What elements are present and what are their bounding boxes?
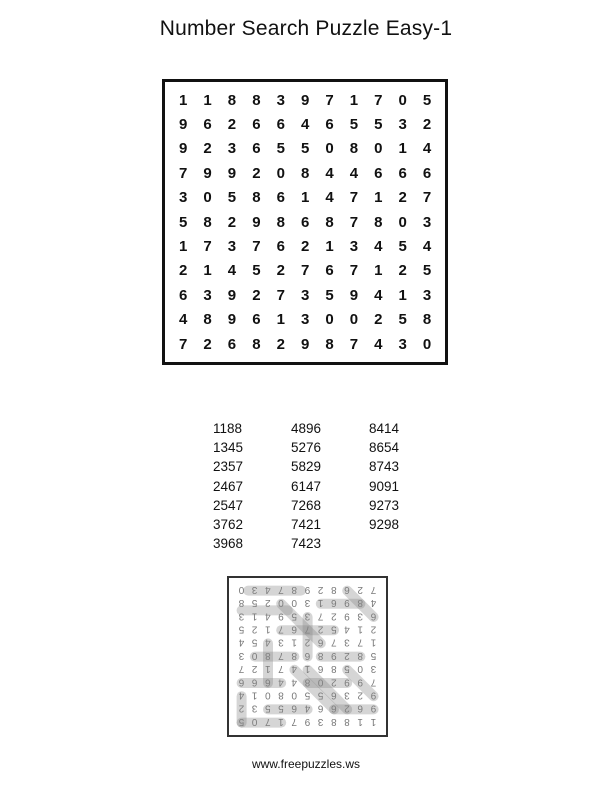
grid-cell: 0: [203, 189, 212, 207]
word-list-item: 3968: [213, 536, 244, 552]
word-list-item: 6147: [291, 478, 322, 494]
grid-cell: 8: [349, 140, 359, 158]
solution-digit: 5: [238, 715, 245, 727]
solution-digit: 2: [344, 649, 350, 661]
solution-grid-image: [229, 578, 386, 735]
grid-cell: 2: [227, 116, 237, 134]
grid-cell: 8: [203, 311, 212, 329]
solution-digit: 5: [304, 689, 311, 701]
solution-digit: 3: [317, 715, 324, 727]
grid-cell: 8: [252, 335, 261, 353]
solution-digit: 8: [291, 583, 297, 595]
solution-digit: 3: [278, 636, 284, 648]
solution-digit: 8: [331, 663, 337, 675]
grid-cell: 7: [203, 238, 212, 256]
grid-cell: 7: [300, 262, 310, 280]
solution-digit: 4: [278, 676, 284, 688]
solution-digit: 4: [265, 583, 271, 595]
solution-digit: 8: [238, 597, 245, 609]
grid-cell: 6: [179, 286, 188, 304]
grid-cell: 9: [227, 286, 237, 304]
solution-digit: 9: [344, 610, 350, 622]
solution-digit: 0: [265, 689, 271, 701]
solution-digit: 6: [344, 583, 350, 595]
grid-cell: 7: [179, 335, 188, 353]
grid-cell: 1: [349, 91, 359, 109]
word-list: [213, 419, 447, 553]
solution-digit: 7: [370, 676, 377, 688]
solution-digit: 6: [317, 702, 324, 714]
word-list-item: 9298: [369, 517, 400, 533]
grid-cell: 8: [203, 213, 212, 231]
solution-digit: 6: [317, 663, 324, 675]
word-list-item: 5276: [291, 440, 322, 456]
grid-cell: 5: [398, 311, 407, 329]
grid-cell: 5: [374, 116, 383, 134]
solution-digit: 1: [304, 663, 311, 675]
grid-cell: 8: [325, 335, 334, 353]
solution-digit: 4: [370, 597, 377, 609]
solution-digit: 1: [370, 715, 377, 727]
grid-cell: 4: [422, 238, 432, 256]
word-list-item: 2357: [213, 459, 244, 475]
solution-digit: 0: [251, 649, 258, 661]
solution-digit: 6: [238, 676, 245, 688]
grid-cell: 3: [422, 286, 432, 304]
grid-cell: 5: [276, 140, 285, 158]
solution-digit: 3: [251, 583, 258, 595]
grid-cell: 7: [349, 335, 359, 353]
grid-cell: 5: [325, 286, 334, 304]
grid-cell: 2: [227, 213, 237, 231]
solution-digit: 6: [317, 636, 324, 648]
grid-cell: 8: [325, 213, 334, 231]
word-list-item: 9273: [369, 497, 400, 513]
solution-digit: 1: [317, 597, 324, 609]
grid-cell: 5: [300, 140, 310, 158]
grid-cell: 5: [422, 91, 432, 109]
grid-cell: 6: [252, 140, 261, 158]
grid-cell: 0: [422, 335, 432, 353]
grid-cell: 4: [374, 286, 383, 304]
solution-digit: 8: [331, 583, 337, 595]
word-list-item: 8654: [369, 440, 400, 456]
solution-digit: 2: [370, 623, 377, 635]
solution-digit: 6: [357, 702, 363, 714]
solution-digit: 4: [238, 636, 245, 648]
grid-cell: 9: [252, 213, 261, 231]
solution-digit: 0: [357, 663, 363, 675]
grid-cell: 9: [179, 140, 188, 158]
solution-digit: 8: [357, 597, 363, 609]
solution-digit: 8: [304, 676, 311, 688]
solution-digit: 3: [357, 610, 363, 622]
solution-digit: 5: [370, 649, 377, 661]
grid-cell: 4: [349, 164, 359, 182]
solution-digit: 1: [291, 636, 297, 648]
grid-cell: 4: [300, 116, 310, 134]
grid-cell: 1: [398, 140, 407, 158]
grid-cell: 4: [325, 164, 334, 182]
grid-cell: 9: [300, 91, 310, 109]
solution-digit: 6: [331, 702, 337, 714]
solution-digit: 8: [291, 649, 297, 661]
grid-cell: 2: [203, 335, 212, 353]
solution-digit: 1: [265, 663, 271, 675]
grid-cell: 1: [374, 262, 383, 280]
grid-cell: 1: [325, 238, 334, 256]
grid-cell: 9: [300, 335, 310, 353]
solution-digit: 2: [331, 676, 337, 688]
solution-digit: 0: [291, 689, 297, 701]
solution-digit: 8: [331, 715, 337, 727]
grid-cell: 0: [325, 311, 334, 329]
grid-cell: 4: [374, 335, 383, 353]
solution-digit: 2: [331, 610, 337, 622]
solution-digit: 2: [251, 623, 258, 635]
grid-cell: 6: [422, 164, 432, 182]
grid-cell: 2: [300, 238, 310, 256]
grid-cell: 0: [349, 311, 359, 329]
solution-digit: 9: [331, 649, 337, 661]
grid-cell: 6: [276, 116, 285, 134]
solution-digit: 8: [278, 689, 284, 701]
grid-cell: 1: [374, 189, 383, 207]
solution-digit: 5: [251, 636, 258, 648]
grid-cell: 8: [227, 91, 237, 109]
grid-cell: 5: [422, 262, 432, 280]
grid-cell: 2: [398, 262, 407, 280]
solution-highlight-loop: [281, 604, 324, 644]
puzzle-grid: [162, 79, 448, 365]
solution-digit: 8: [357, 649, 363, 661]
grid-cell: 3: [300, 286, 310, 304]
solution-digit: 7: [278, 623, 284, 635]
grid-cell: 7: [349, 189, 359, 207]
solution-digit: 3: [238, 610, 245, 622]
grid-cell: 8: [374, 213, 383, 231]
solution-digit: 2: [251, 663, 258, 675]
solution-digit: 3: [344, 689, 350, 701]
grid-cell: 7: [422, 189, 432, 207]
grid-cell: 6: [276, 189, 285, 207]
solution-digit: 8: [265, 649, 271, 661]
solution-digit: 7: [278, 663, 284, 675]
grid-cell: 0: [398, 213, 407, 231]
grid-cell: 7: [349, 213, 359, 231]
grid-cell: 3: [349, 238, 359, 256]
solution-digit: 3: [251, 702, 258, 714]
solution-digit: 3: [238, 649, 245, 661]
grid-cell: 7: [374, 91, 383, 109]
grid-cell: 6: [203, 116, 212, 134]
solution-digit: 4: [291, 663, 297, 675]
grid-cell: 3: [227, 140, 237, 158]
solution-digit: 6: [304, 649, 311, 661]
solution-digit: 3: [370, 663, 377, 675]
grid-cell: 4: [374, 238, 383, 256]
grid-cell: 2: [203, 140, 212, 158]
grid-cell: 4: [325, 189, 334, 207]
solution-digit: 6: [291, 702, 297, 714]
solution-digit: 9: [357, 676, 363, 688]
solution-digit: 8: [344, 715, 350, 727]
solution-digit: 4: [265, 636, 271, 648]
solution-digit: 1: [357, 623, 363, 635]
grid-cell: 3: [398, 335, 407, 353]
grid-cell: 2: [252, 286, 261, 304]
grid-cell: 6: [325, 116, 334, 134]
solution-digit: 5: [251, 597, 258, 609]
grid-cell: 2: [398, 189, 407, 207]
solution-digit: 3: [344, 636, 350, 648]
solution-digit: 1: [278, 715, 284, 727]
word-list-item: 9091: [369, 478, 400, 494]
grid-cell: 7: [276, 286, 285, 304]
grid-cell: 3: [179, 189, 188, 207]
grid-cell: 9: [227, 311, 237, 329]
grid-cell: 5: [398, 238, 407, 256]
solution-digit: 0: [238, 583, 245, 595]
grid-cell: 1: [203, 91, 212, 109]
word-list-column: [291, 419, 369, 553]
grid-cell: 2: [252, 164, 261, 182]
solution-digit: 2: [317, 583, 324, 595]
solution-digit: 7: [238, 663, 245, 675]
solution-digit: 0: [251, 715, 258, 727]
solution-digit: 8: [317, 649, 324, 661]
word-list-column: [369, 419, 447, 553]
grid-cell: 2: [276, 335, 285, 353]
solution-digit: 2: [265, 597, 271, 609]
word-list-column: [213, 419, 291, 553]
grid-cell: 5: [349, 116, 359, 134]
solution-digit: 2: [344, 702, 350, 714]
puzzle-grid-cells: [171, 88, 439, 356]
solution-digit: 2: [357, 689, 363, 701]
solution-digit: 7: [370, 583, 377, 595]
solution-digit: 6: [331, 597, 337, 609]
solution-digit: 5: [331, 623, 337, 635]
word-list-item: 8414: [369, 421, 400, 436]
solution-digit: 0: [317, 676, 324, 688]
word-list-item: 3762: [213, 517, 244, 533]
solution-digit: 5: [265, 702, 271, 714]
solution-digit: 4: [238, 689, 245, 701]
solution-digit: 9: [304, 715, 311, 727]
solution-digit: 6: [291, 623, 297, 635]
word-list-item: 1345: [213, 440, 244, 456]
grid-cell: 0: [276, 164, 285, 182]
grid-cell: 7: [349, 262, 359, 280]
solution-digit: 4: [344, 623, 350, 635]
solution-digit: 5: [317, 689, 324, 701]
grid-cell: 6: [252, 311, 261, 329]
grid-cell: 2: [374, 311, 383, 329]
grid-cell: 9: [349, 286, 359, 304]
solution-digit: 1: [370, 636, 377, 648]
solution-digit: 7: [278, 649, 284, 661]
solution-digit: 7: [357, 636, 363, 648]
word-list-item: 8743: [369, 459, 400, 475]
solution-thumbnail: [227, 576, 388, 737]
solution-digit: 1: [357, 715, 363, 727]
grid-cell: 4: [227, 262, 237, 280]
grid-cell: 2: [276, 262, 285, 280]
solution-digit: 2: [357, 583, 363, 595]
solution-digit: 0: [291, 597, 297, 609]
solution-digit: 6: [265, 676, 271, 688]
solution-digit: 6: [370, 610, 377, 622]
grid-cell: 6: [276, 238, 285, 256]
grid-cell: 3: [422, 213, 432, 231]
solution-digit: 9: [370, 689, 377, 701]
solution-digit: 7: [304, 623, 311, 635]
grid-cell: 6: [300, 213, 310, 231]
grid-cell: 3: [276, 91, 285, 109]
grid-cell: 1: [179, 238, 188, 256]
grid-cell: 3: [203, 286, 212, 304]
grid-cell: 3: [227, 238, 237, 256]
solution-digit: 3: [304, 610, 311, 622]
solution-digit: 5: [344, 663, 350, 675]
grid-cell: 7: [252, 238, 261, 256]
grid-cell: 1: [203, 262, 212, 280]
grid-cell: 8: [276, 213, 285, 231]
solution-digit: 3: [304, 597, 311, 609]
word-list-item: 7268: [291, 497, 322, 513]
grid-cell: 6: [227, 335, 237, 353]
grid-cell: 1: [300, 189, 310, 207]
grid-cell: 9: [203, 164, 212, 182]
grid-cell: 0: [398, 91, 407, 109]
word-list-item: 5829: [291, 459, 322, 475]
solution-digit: 9: [304, 583, 311, 595]
grid-cell: 6: [252, 116, 261, 134]
solution-digit: 7: [291, 715, 297, 727]
solution-digit: 2: [304, 636, 311, 648]
solution-digit: 6: [251, 676, 258, 688]
grid-cell: 4: [179, 311, 188, 329]
grid-cell: 3: [300, 311, 310, 329]
grid-cell: 1: [276, 311, 285, 329]
solution-digit: 7: [317, 610, 324, 622]
grid-cell: 6: [374, 164, 383, 182]
grid-cell: 9: [227, 164, 237, 182]
solution-digit: 9: [370, 702, 377, 714]
solution-digit: 5: [238, 623, 245, 635]
grid-cell: 4: [422, 140, 432, 158]
solution-digit: 9: [344, 676, 350, 688]
solution-digit: 2: [317, 623, 324, 635]
word-list-item: 2547: [213, 497, 244, 513]
solution-digit: 5: [291, 610, 297, 622]
solution-digit: 1: [265, 623, 271, 635]
solution-digit: 4: [265, 610, 271, 622]
solution-digit: 4: [304, 702, 311, 714]
grid-cell: 8: [252, 91, 261, 109]
grid-cell: 1: [179, 91, 188, 109]
grid-cell: 0: [374, 140, 383, 158]
solution-digit: 1: [251, 689, 258, 701]
grid-cell: 5: [227, 189, 237, 207]
grid-cell: 6: [325, 262, 334, 280]
grid-cell: 2: [422, 116, 432, 134]
page-title: Number Search Puzzle Easy-1: [159, 17, 453, 40]
grid-cell: 8: [252, 189, 261, 207]
grid-cell: 9: [179, 116, 188, 134]
solution-digit: 9: [344, 597, 350, 609]
solution-digit: 0: [278, 597, 284, 609]
solution-digit: 7: [265, 715, 271, 727]
grid-cell: 7: [325, 91, 334, 109]
grid-cell: 5: [179, 213, 188, 231]
solution-digit: 2: [238, 702, 245, 714]
grid-cell: 7: [179, 164, 188, 182]
word-list-item: 7421: [291, 517, 322, 533]
word-list-item: 4896: [291, 421, 322, 436]
grid-cell: 5: [252, 262, 261, 280]
grid-cell: 8: [422, 311, 432, 329]
solution-digit: 4: [291, 676, 297, 688]
grid-cell: 2: [179, 262, 188, 280]
grid-cell: 3: [398, 116, 407, 134]
solution-digit: 7: [278, 583, 284, 595]
word-list-item: 1188: [213, 421, 243, 436]
grid-cell: 6: [398, 164, 407, 182]
solution-digit: 1: [251, 610, 258, 622]
footer-url: www.freepuzzles.ws: [251, 757, 361, 771]
grid-cell: 8: [300, 164, 310, 182]
solution-digit: 7: [331, 636, 337, 648]
solution-digit: 6: [331, 689, 337, 701]
grid-cell: 0: [325, 140, 334, 158]
grid-cell: 1: [398, 286, 407, 304]
word-list-item: 7423: [291, 536, 322, 552]
solution-digit: 9: [278, 610, 284, 622]
solution-digit: 5: [278, 702, 284, 714]
word-list-item: 2467: [213, 478, 244, 494]
